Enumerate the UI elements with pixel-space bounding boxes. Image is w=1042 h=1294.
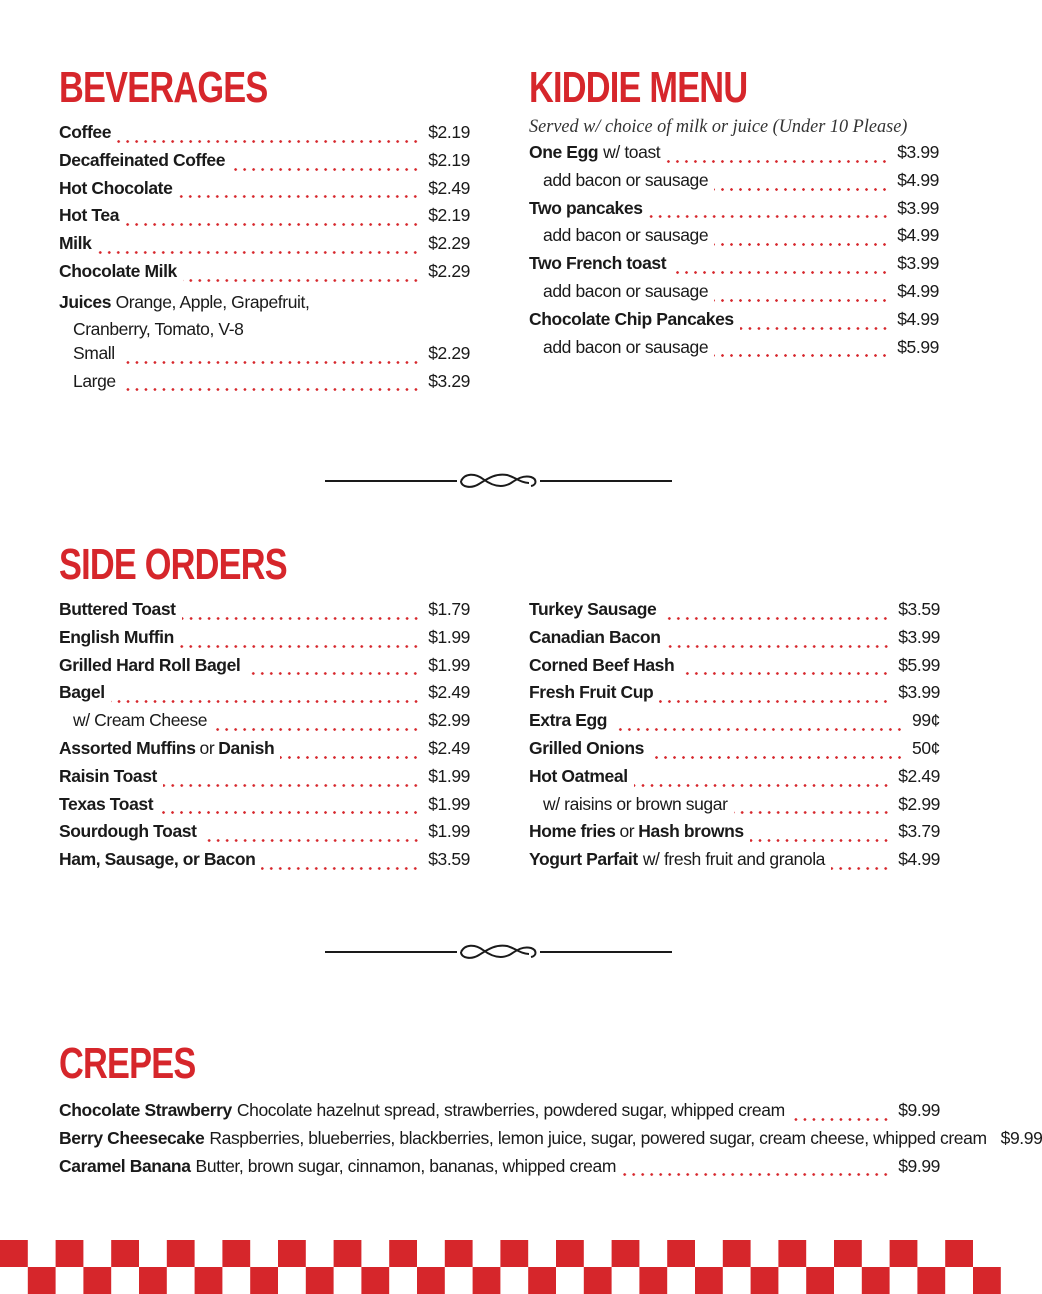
item-price: $3.99: [898, 682, 940, 703]
dot-leader: [649, 215, 890, 218]
menu-item: [529, 599, 940, 627]
menu-item: [59, 710, 470, 738]
side-orders-left-list: [59, 599, 470, 877]
item-name: Turkey Sausage: [529, 599, 657, 619]
checker-square: [945, 1240, 973, 1267]
item-name: Small: [73, 342, 115, 363]
item-price: $1.99: [428, 793, 470, 814]
menu-item: [59, 371, 470, 399]
item-price: $1.99: [428, 626, 470, 647]
dot-leader: [117, 140, 420, 143]
item-name: Fresh Fruit Cup: [529, 682, 654, 703]
item-price: $9.99: [1000, 1127, 1042, 1148]
item-price: $3.99: [898, 626, 940, 647]
item-price: $9.99: [898, 1100, 940, 1120]
checker-square: [28, 1267, 56, 1294]
item-name: Hot Tea: [59, 205, 120, 226]
menu-item: [59, 655, 470, 683]
juices-desc-line2: Cranberry, Tomato, V-8: [73, 318, 244, 339]
item-name: add bacon or sausage: [543, 169, 709, 190]
item-desc: Raspberries, blueberries, blackberries, lemon juice, sugar, powered sugar, cream cheese, whipped cream: [209, 1127, 987, 1148]
juices-item: [59, 289, 470, 343]
item-price: $5.99: [897, 336, 939, 357]
item-price: $9.99: [898, 1155, 940, 1176]
flourish-divider-icon: [325, 942, 672, 962]
dot-leader: [182, 617, 421, 620]
checker-square: [417, 1267, 445, 1294]
dot-leader: [159, 811, 420, 814]
kiddie-section: [529, 63, 939, 364]
checker-square: [612, 1240, 640, 1267]
beverages-heading: BEVERAGES: [59, 63, 268, 112]
item-name: Canadian Bacon: [529, 626, 661, 647]
item-desc: Butter, brown sugar, cinnamon, bananas, whipped cream: [195, 1155, 617, 1176]
dot-leader: [714, 188, 889, 191]
menu-item: [59, 122, 470, 150]
kiddie-list: [529, 142, 939, 364]
item-name: add bacon or sausage: [543, 336, 709, 357]
menu-item: [59, 205, 470, 233]
checker-square: [139, 1267, 167, 1294]
item-price: $3.29: [428, 370, 470, 391]
dot-leader: [203, 839, 421, 842]
item-name: Sourdough Toast: [59, 821, 197, 842]
checker-square: [667, 1240, 695, 1267]
dot-leader: [231, 168, 420, 171]
item-price: $5.99: [898, 654, 940, 675]
item-name: Chocolate Strawberry: [59, 1100, 232, 1120]
item-price: $1.79: [428, 599, 470, 619]
item-name: Bagel: [59, 682, 105, 703]
item-name: Two French toast: [529, 253, 667, 274]
item-name: Hot Oatmeal: [529, 765, 628, 786]
menu-item: [529, 821, 940, 849]
item-joiner: or: [199, 737, 215, 758]
dot-leader: [213, 728, 420, 731]
checker-square: [250, 1267, 278, 1294]
dot-leader: [246, 672, 420, 675]
checker-square: [278, 1240, 306, 1267]
dot-leader: [280, 756, 420, 759]
checker-square: [167, 1240, 195, 1267]
menu-item: [529, 738, 940, 766]
item-name: Grilled Onions: [529, 737, 644, 758]
crepes-section: [59, 1039, 1042, 1183]
dot-leader: [634, 784, 891, 787]
item-price: $1.99: [428, 765, 470, 786]
checker-square: [584, 1267, 612, 1294]
item-name: Berry Cheesecake: [59, 1127, 205, 1148]
dot-leader: [672, 271, 889, 274]
item-price: $2.99: [898, 793, 940, 814]
item-price: $2.19: [428, 149, 470, 170]
item-name: English Muffin: [59, 626, 174, 647]
item-price: $2.29: [428, 233, 470, 254]
item-price: $2.49: [428, 682, 470, 703]
menu-item: [59, 738, 470, 766]
item-name: Chocolate Milk: [59, 260, 177, 281]
checker-square: [917, 1267, 945, 1294]
dot-leader: [680, 672, 890, 675]
item-price: $3.59: [898, 599, 940, 619]
menu-item: [529, 655, 940, 683]
juices-desc-line1: Orange, Apple, Grapefruit,: [115, 291, 310, 312]
checker-square: [306, 1267, 334, 1294]
dot-leader: [714, 243, 889, 246]
menu-item: [59, 794, 470, 822]
menu-item: [59, 178, 470, 206]
dot-leader: [667, 645, 891, 648]
menu-item: [529, 309, 939, 337]
dot-leader: [111, 700, 421, 703]
item-joiner: or: [619, 821, 635, 842]
menu-item: [59, 849, 470, 877]
item-name: Ham, Sausage, or Bacon: [59, 849, 256, 870]
kiddie-heading: KIDDIE MENU: [529, 63, 748, 112]
dot-leader: [613, 728, 904, 731]
item-price: $2.49: [428, 737, 470, 758]
item-price: $4.99: [897, 169, 939, 190]
dot-leader: [791, 1118, 890, 1121]
dot-leader: [714, 354, 889, 357]
beverages-section: [59, 63, 470, 398]
checkerboard-border: [0, 1240, 1000, 1294]
item-name: Extra Egg: [529, 710, 608, 731]
item-name: Milk: [59, 233, 92, 254]
item-price: $4.99: [897, 280, 939, 301]
dot-leader: [650, 756, 904, 759]
menu-item: [59, 150, 470, 178]
item-name: add bacon or sausage: [543, 280, 709, 301]
checker-square: [723, 1240, 751, 1267]
item-desc: w/ fresh fruit and granola: [642, 849, 826, 870]
checker-square: [834, 1240, 862, 1267]
flourish-divider-icon: [325, 471, 672, 491]
item-name: Coffee: [59, 122, 112, 142]
item-name-alt: Hash browns: [638, 821, 744, 842]
dot-leader: [714, 299, 889, 302]
item-price: $2.19: [428, 205, 470, 226]
item-name: Home fries: [529, 821, 616, 842]
item-price: $2.49: [428, 177, 470, 198]
dot-leader: [662, 617, 890, 620]
item-name: Chocolate Chip Pancakes: [529, 308, 734, 329]
menu-item: [529, 170, 939, 198]
item-name: Buttered Toast: [59, 599, 176, 619]
item-name: Grilled Hard Roll Bagel: [59, 654, 241, 675]
item-price: $2.49: [898, 765, 940, 786]
item-price: 50¢: [912, 737, 940, 758]
checker-square: [83, 1267, 111, 1294]
dot-leader: [97, 251, 420, 254]
item-price: $2.99: [428, 710, 470, 731]
juice-sizes-list: [59, 343, 470, 399]
checker-square: [528, 1267, 556, 1294]
menu-item: [59, 682, 470, 710]
item-name: Large: [73, 370, 116, 391]
item-price: $3.99: [897, 197, 939, 218]
checker-square: [334, 1240, 362, 1267]
checker-square: [862, 1267, 890, 1294]
checker-square: [639, 1267, 667, 1294]
dot-leader: [734, 811, 891, 814]
checker-square: [111, 1240, 139, 1267]
dot-leader: [659, 700, 890, 703]
menu-item: [59, 343, 470, 371]
checker-square: [56, 1240, 84, 1267]
item-name: Texas Toast: [59, 793, 154, 814]
checker-square: [973, 1267, 1001, 1294]
menu-item: [59, 599, 470, 627]
item-name: Raisin Toast: [59, 765, 157, 786]
item-name: w/ raisins or brown sugar: [543, 793, 728, 814]
item-name: Hot Chocolate: [59, 177, 173, 198]
juices-name: Juices: [59, 291, 112, 312]
checker-square: [222, 1240, 250, 1267]
menu-item: [529, 198, 939, 226]
dot-leader: [121, 361, 420, 364]
item-price: $2.29: [428, 342, 470, 363]
item-name: Corned Beef Hash: [529, 654, 675, 675]
item-price: $4.99: [897, 308, 939, 329]
crepes-heading: CREPES: [59, 1039, 196, 1088]
checker-square: [751, 1267, 779, 1294]
menu-item: [59, 821, 470, 849]
checker-square: [556, 1240, 584, 1267]
dot-leader: [622, 1173, 890, 1176]
item-name-alt: Danish: [218, 737, 275, 758]
checker-square: [445, 1240, 473, 1267]
dot-leader: [178, 195, 420, 198]
dot-leader: [183, 279, 420, 282]
item-name: Two pancakes: [529, 197, 643, 218]
menu-item: [59, 766, 470, 794]
item-name: Caramel Banana: [59, 1155, 191, 1176]
menu-item: [59, 1156, 940, 1184]
item-name: add bacon or sausage: [543, 225, 709, 246]
menu-item: [529, 682, 940, 710]
side-orders-right-section: [529, 543, 940, 877]
checker-square: [0, 1240, 28, 1267]
checker-square: [890, 1240, 918, 1267]
dot-leader: [740, 327, 889, 330]
beverages-list: [59, 122, 470, 289]
checker-square: [500, 1240, 528, 1267]
dot-leader: [125, 223, 420, 226]
dot-leader: [122, 388, 420, 391]
item-price: $3.99: [897, 253, 939, 274]
item-desc: Chocolate hazelnut spread, strawberries, powdered sugar, whipped cream: [236, 1100, 785, 1120]
menu-item: [529, 710, 940, 738]
menu-item: [529, 794, 940, 822]
item-price: $3.79: [898, 821, 940, 842]
menu-item: [529, 337, 939, 365]
menu-item: [529, 766, 940, 794]
side-orders-section: [59, 540, 470, 877]
item-name: One Egg: [529, 142, 599, 162]
menu-item: [529, 142, 939, 170]
checker-square: [806, 1267, 834, 1294]
menu-item: [59, 1100, 940, 1128]
menu-item: [529, 281, 939, 309]
item-name: Assorted Muffins: [59, 737, 196, 758]
item-price: $4.99: [897, 225, 939, 246]
item-price: $2.19: [428, 122, 470, 142]
checker-square: [778, 1240, 806, 1267]
dot-leader: [750, 839, 891, 842]
dot-leader: [831, 867, 890, 870]
dot-leader: [666, 160, 889, 163]
checker-square: [695, 1267, 723, 1294]
item-price: $2.29: [428, 260, 470, 281]
item-name: Yogurt Parfait: [529, 849, 638, 870]
checker-square: [361, 1267, 389, 1294]
menu-item: [529, 253, 939, 281]
item-price: $4.99: [898, 849, 940, 870]
item-price: $1.99: [428, 654, 470, 675]
item-price: $1.99: [428, 821, 470, 842]
menu-item: [529, 849, 940, 877]
item-desc: w/ toast: [603, 142, 661, 162]
side-orders-heading: SIDE ORDERS: [59, 540, 287, 589]
menu-item: [59, 627, 470, 655]
item-price: $3.99: [897, 142, 939, 162]
menu-item: [59, 233, 470, 261]
menu-item: [59, 1127, 1042, 1156]
dot-leader: [163, 784, 420, 787]
crepes-list: [59, 1100, 1042, 1183]
checker-square: [473, 1267, 501, 1294]
menu-item: [529, 225, 939, 253]
checker-square: [389, 1240, 417, 1267]
checker-square: [195, 1267, 223, 1294]
item-name: w/ Cream Cheese: [73, 710, 208, 731]
dot-leader: [261, 867, 420, 870]
dot-leader: [180, 645, 420, 648]
kiddie-subtitle: Served w/ choice of milk or juice (Under 10 Please): [529, 116, 908, 137]
side-orders-right-list: [529, 599, 940, 877]
item-price: 99¢: [912, 710, 940, 731]
menu-item: [529, 627, 940, 655]
item-name: Decaffeinated Coffee: [59, 149, 226, 170]
menu-item: [59, 261, 470, 289]
item-price: $3.59: [428, 849, 470, 870]
